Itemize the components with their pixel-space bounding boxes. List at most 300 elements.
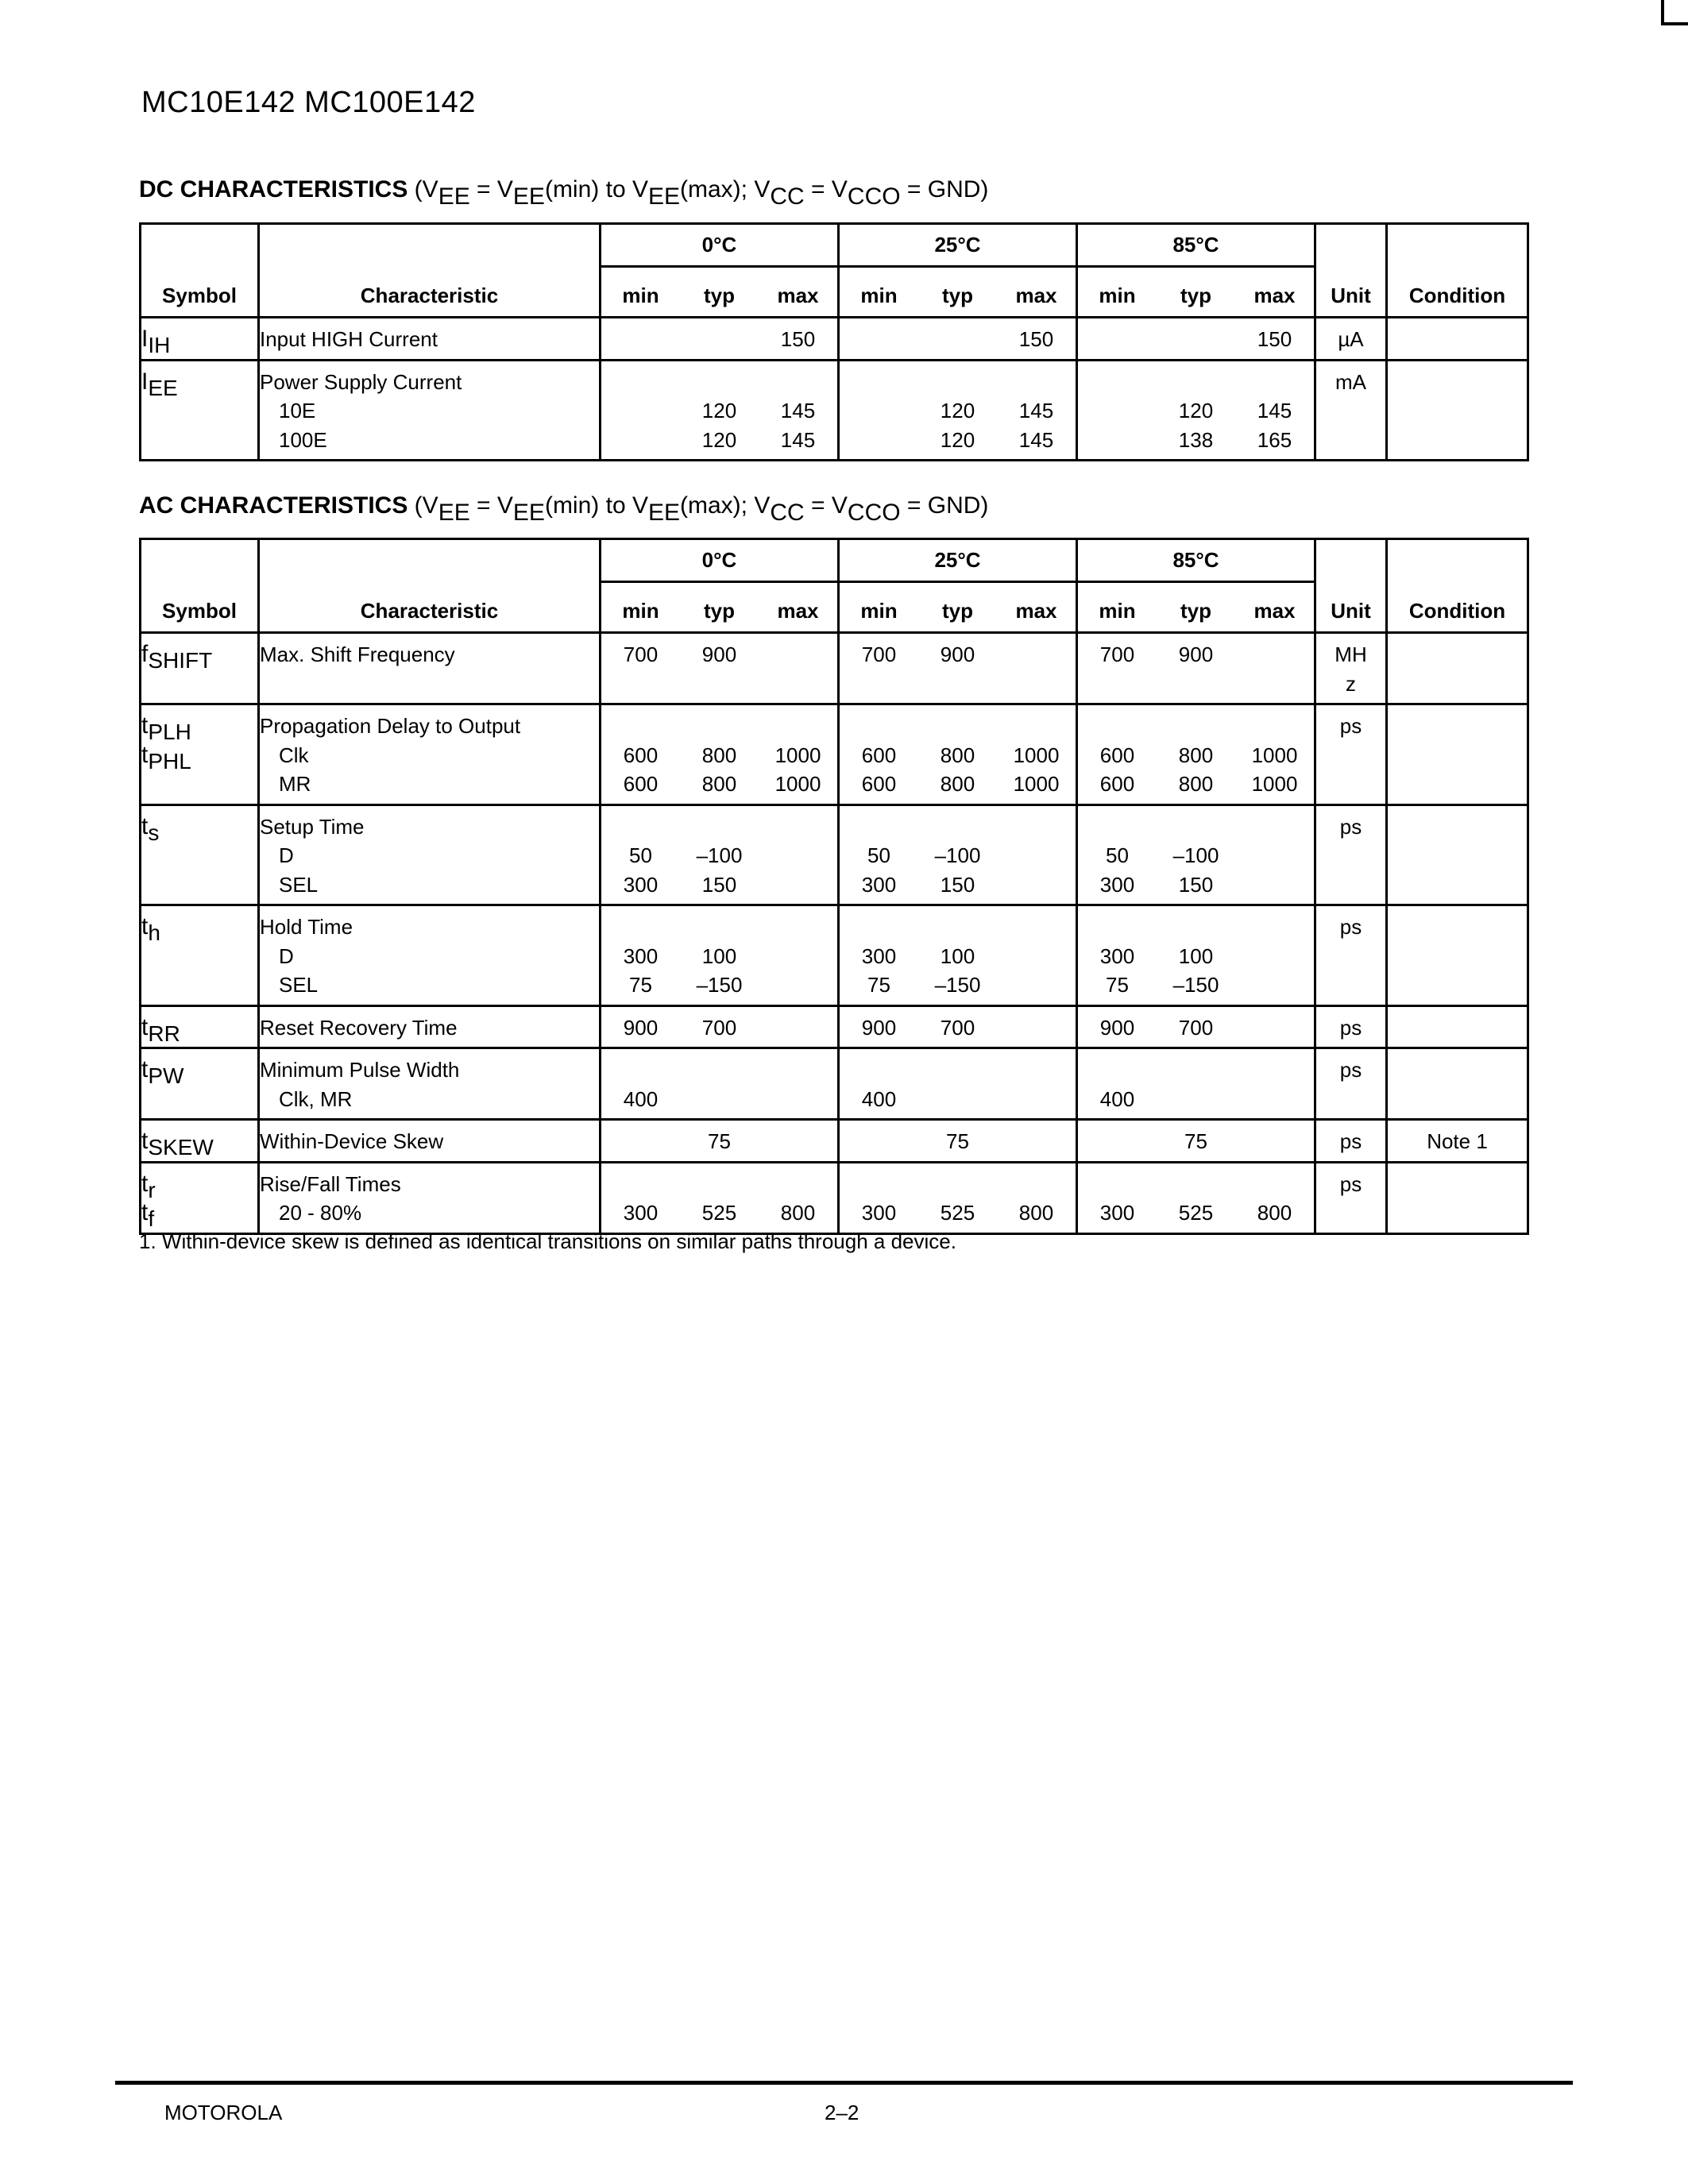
value-typ: 525 xyxy=(940,1201,975,1225)
symbol-subscript: EE xyxy=(148,375,178,400)
symbol-letter: t xyxy=(141,1199,149,1225)
value-max xyxy=(1235,640,1314,669)
characteristic-line: Max. Shift Frequency xyxy=(260,642,455,666)
value-min: 600 xyxy=(861,772,897,796)
characteristic-cell xyxy=(259,1162,601,1233)
value-min xyxy=(601,1055,680,1085)
value-min xyxy=(601,426,680,455)
value-typ xyxy=(680,1170,759,1199)
unit-text: ps xyxy=(1339,814,1362,839)
value-typ: 525 xyxy=(1178,1201,1214,1225)
value-typ xyxy=(918,1170,997,1199)
value-typ xyxy=(918,325,997,354)
characteristic-line: Setup Time xyxy=(260,814,365,839)
header-temp-2: 85°C xyxy=(1077,539,1315,582)
characteristic-line: Clk, MR xyxy=(279,1086,353,1111)
symbol-subscript: SHIFT xyxy=(148,648,213,673)
value-min: 900 xyxy=(861,1015,897,1040)
condition-cell xyxy=(1387,360,1528,461)
value-max: 165 xyxy=(1257,427,1292,452)
table-row xyxy=(141,1162,1528,1233)
header-temp-2: 85°C xyxy=(1077,224,1315,267)
characteristic-cell xyxy=(259,318,601,361)
value-typ: 150 xyxy=(940,872,975,897)
value-min xyxy=(601,396,680,426)
header-max: max xyxy=(777,284,819,307)
value-min xyxy=(601,913,680,942)
value-typ: 100 xyxy=(701,943,737,968)
characteristic-cell xyxy=(259,805,601,905)
value-typ: 150 xyxy=(1178,872,1214,897)
value-min: 600 xyxy=(623,743,659,767)
values-cell-temp-0 xyxy=(601,1162,839,1233)
value-typ: 138 xyxy=(1178,427,1214,452)
value-max xyxy=(997,942,1076,971)
value-max xyxy=(1235,368,1314,397)
value-typ xyxy=(680,812,759,842)
unit-cell xyxy=(1315,1048,1387,1120)
value-typ: 525 xyxy=(701,1201,737,1225)
value-min xyxy=(1078,426,1157,455)
value-min: 600 xyxy=(861,743,897,767)
characteristic-line: 100E xyxy=(279,427,327,452)
values-cell-temp-1 xyxy=(839,633,1077,704)
ac-characteristics-heading: AC CHARACTERISTICS (VEE = VEE(min) to VEE(max); VCC = VCCO = GND) xyxy=(139,492,989,526)
values-cell-temp-2 xyxy=(1077,704,1315,805)
condition-cell xyxy=(1387,633,1528,704)
value-max: 145 xyxy=(780,399,816,423)
symbol-letter: t xyxy=(141,812,149,839)
value-typ: 700 xyxy=(701,1015,737,1040)
characteristic-line: Power Supply Current xyxy=(260,369,462,394)
value-min: 300 xyxy=(623,1201,659,1225)
header-max: max xyxy=(1015,599,1057,623)
value-min: 600 xyxy=(623,772,659,796)
values-cell-temp-0 xyxy=(601,704,839,805)
value-min: 400 xyxy=(623,1086,659,1111)
condition-cell xyxy=(1387,1005,1528,1048)
header-min: min xyxy=(1099,284,1136,307)
value-min: 700 xyxy=(623,642,659,666)
symbol-letter: t xyxy=(141,1013,149,1040)
value-max: 1000 xyxy=(1013,743,1060,767)
condition-cell xyxy=(1387,805,1528,905)
value-min: 300 xyxy=(1099,1201,1135,1225)
values-cell-temp-0 xyxy=(601,1048,839,1120)
value-max xyxy=(997,640,1076,669)
value-min xyxy=(601,812,680,842)
value-max: 150 xyxy=(1257,327,1292,351)
values-cell-temp-1 xyxy=(839,1005,1077,1048)
condition-text xyxy=(1388,325,1527,354)
characteristic-line: SEL xyxy=(279,872,319,897)
value-typ xyxy=(918,712,997,741)
value-max: 150 xyxy=(1018,327,1054,351)
header-temp-0: 0°C xyxy=(601,539,839,582)
symbol-letter: I xyxy=(141,368,149,395)
value-max xyxy=(997,812,1076,842)
dc-heading-bold: DC CHARACTERISTICS xyxy=(139,176,408,203)
symbol-cell xyxy=(141,704,259,805)
header-min: min xyxy=(622,599,659,623)
value-max xyxy=(997,913,1076,942)
unit-text: ps xyxy=(1339,915,1362,939)
value-typ: 900 xyxy=(940,642,975,666)
value-max xyxy=(1235,942,1314,971)
value-max: 145 xyxy=(1018,399,1054,423)
condition-text xyxy=(1388,913,1527,942)
characteristic-line: Rise/Fall Times xyxy=(260,1171,401,1196)
value-min xyxy=(840,712,918,741)
symbol-letter: t xyxy=(141,1170,149,1197)
value-max xyxy=(997,1085,1076,1114)
value-max: 1000 xyxy=(1251,772,1298,796)
ac-heading-bold: AC CHARACTERISTICS xyxy=(139,492,408,519)
value-typ: 700 xyxy=(1178,1015,1214,1040)
value-typ xyxy=(918,1055,997,1085)
table-row xyxy=(141,1120,1528,1163)
value-max xyxy=(1235,1055,1314,1085)
value-max: 800 xyxy=(780,1201,816,1225)
characteristic-cell xyxy=(259,633,601,704)
footnote: 1. Within-device skew is defined as identical transitions on similar paths through a device. xyxy=(139,1229,956,1253)
value-min: 75 xyxy=(867,973,890,997)
value-min: 300 xyxy=(623,872,659,897)
unit-text: ps xyxy=(1339,1058,1362,1082)
header-typ: typ xyxy=(942,284,973,307)
values-cell-temp-1 xyxy=(839,1120,1077,1163)
corner-crop-mark xyxy=(1661,0,1688,25)
symbol-subscript: f xyxy=(148,1206,155,1231)
values-cell-temp-2 xyxy=(1077,1005,1315,1048)
value-max xyxy=(1235,1085,1314,1114)
value-typ: 120 xyxy=(1178,399,1214,423)
header-minmax-2 xyxy=(1077,582,1315,633)
value-min: 700 xyxy=(861,642,897,666)
dc-characteristics-heading: DC CHARACTERISTICS (VEE = VEE(min) to VEE(max); VCC = VCCO = GND) xyxy=(139,176,989,210)
symbol-cell xyxy=(141,805,259,905)
unit-cell xyxy=(1315,360,1387,461)
header-unit: Unit xyxy=(1315,539,1387,633)
values-cell-temp-1 xyxy=(839,360,1077,461)
unit-text: ps xyxy=(1339,1171,1362,1196)
values-cell-temp-2 xyxy=(1077,360,1315,461)
page-number: 2–2 xyxy=(825,2101,859,2124)
symbol-subscript: IH xyxy=(148,333,171,357)
values-cell-temp-0 xyxy=(601,360,839,461)
value-min xyxy=(601,712,680,741)
value-min xyxy=(1078,712,1157,741)
table-row xyxy=(141,633,1528,704)
characteristic-line: Minimum Pulse Width xyxy=(260,1058,460,1082)
condition-cell xyxy=(1387,905,1528,1006)
value-typ xyxy=(680,913,759,942)
value-max: 145 xyxy=(1257,399,1292,423)
symbol-cell xyxy=(141,1162,259,1233)
unit-cell xyxy=(1315,1162,1387,1233)
value-max xyxy=(997,1055,1076,1085)
header-symbol: Symbol xyxy=(141,224,259,318)
value-max xyxy=(759,640,837,669)
value-min: 300 xyxy=(861,943,897,968)
values-cell-temp-1 xyxy=(839,704,1077,805)
table-row xyxy=(141,1005,1528,1048)
header-max: max xyxy=(1253,599,1296,623)
header-max: max xyxy=(1015,284,1057,307)
table-row xyxy=(141,318,1528,361)
ac-characteristics-table xyxy=(139,538,1529,1235)
value-typ: 75 xyxy=(946,1129,969,1153)
value-max xyxy=(759,1170,837,1199)
value-max xyxy=(1235,913,1314,942)
value-min xyxy=(1078,368,1157,397)
value-typ: –100 xyxy=(1172,843,1219,867)
characteristic-cell xyxy=(259,360,601,461)
characteristic-cell xyxy=(259,1048,601,1120)
values-cell-temp-0 xyxy=(601,1005,839,1048)
value-typ: –150 xyxy=(696,973,743,997)
value-typ xyxy=(1157,1170,1235,1199)
value-max xyxy=(759,712,837,741)
symbol-cell xyxy=(141,1005,259,1048)
header-max: max xyxy=(777,599,819,623)
unit-text: µA xyxy=(1338,327,1364,351)
value-min xyxy=(840,1127,918,1156)
value-min: 300 xyxy=(1099,943,1135,968)
header-symbol: Symbol xyxy=(141,539,259,633)
value-min xyxy=(840,1055,918,1085)
table-row xyxy=(141,704,1528,805)
value-typ xyxy=(1157,812,1235,842)
symbol-cell xyxy=(141,633,259,704)
value-typ xyxy=(1157,325,1235,354)
values-cell-temp-1 xyxy=(839,805,1077,905)
header-min: min xyxy=(1099,599,1136,623)
unit-cell xyxy=(1315,1120,1387,1163)
condition-text xyxy=(1388,640,1527,669)
characteristic-line: 20 - 80% xyxy=(279,1201,362,1225)
characteristic-line: SEL xyxy=(279,973,319,997)
value-min: 300 xyxy=(623,943,659,968)
symbol-cell xyxy=(141,905,259,1006)
value-min: 50 xyxy=(629,843,652,867)
value-max xyxy=(1235,1170,1314,1199)
header-unit: Unit xyxy=(1315,224,1387,318)
value-typ: 800 xyxy=(701,743,737,767)
symbol-subscript: s xyxy=(148,820,160,845)
value-typ: 800 xyxy=(940,743,975,767)
symbol-letter: t xyxy=(141,712,149,739)
value-typ: 75 xyxy=(708,1129,731,1153)
symbol-subscript: PW xyxy=(148,1063,184,1088)
header-minmax-1 xyxy=(839,582,1077,633)
header-typ: typ xyxy=(704,599,735,623)
value-max xyxy=(759,870,837,900)
value-typ: 900 xyxy=(1178,642,1214,666)
value-typ: 150 xyxy=(701,872,737,897)
table-row xyxy=(141,905,1528,1006)
values-cell-temp-1 xyxy=(839,1162,1077,1233)
header-temp-0: 0°C xyxy=(601,224,839,267)
value-min: 900 xyxy=(623,1015,659,1040)
header-typ: typ xyxy=(1180,599,1211,623)
footer-rule xyxy=(115,2081,1573,2085)
value-max xyxy=(759,970,837,1000)
value-typ: 800 xyxy=(1178,772,1214,796)
header-min: min xyxy=(860,284,898,307)
header-characteristic: Characteristic xyxy=(259,539,601,633)
symbol-cell xyxy=(141,1120,259,1163)
value-max xyxy=(759,812,837,842)
values-cell-temp-2 xyxy=(1077,1120,1315,1163)
characteristic-line: Within-Device Skew xyxy=(260,1129,444,1153)
header-minmax-0 xyxy=(601,582,839,633)
condition-cell xyxy=(1387,1162,1528,1233)
value-typ: 100 xyxy=(1178,943,1214,968)
value-max xyxy=(1235,1127,1314,1156)
symbol-cell xyxy=(141,360,259,461)
symbol-subscript: PHL xyxy=(148,748,191,774)
value-max xyxy=(997,368,1076,397)
values-cell-temp-0 xyxy=(601,318,839,361)
header-characteristic: Characteristic xyxy=(259,224,601,318)
characteristic-cell xyxy=(259,704,601,805)
header-min: min xyxy=(622,284,659,307)
value-typ xyxy=(1157,913,1235,942)
condition-text xyxy=(1388,712,1527,741)
value-min xyxy=(840,396,918,426)
value-min xyxy=(840,325,918,354)
symbol-letter: t xyxy=(141,1128,149,1154)
value-min: 600 xyxy=(1099,743,1135,767)
symbol-letter: t xyxy=(141,1056,149,1082)
symbol-cell xyxy=(141,1048,259,1120)
unit-cell xyxy=(1315,805,1387,905)
header-min: min xyxy=(860,599,898,623)
condition-cell xyxy=(1387,318,1528,361)
value-min: 50 xyxy=(1106,843,1129,867)
value-max xyxy=(1235,712,1314,741)
value-typ xyxy=(680,1055,759,1085)
symbol-subscript: r xyxy=(148,1177,156,1202)
value-min: 300 xyxy=(861,1201,897,1225)
value-max xyxy=(759,913,837,942)
value-min: 600 xyxy=(1099,772,1135,796)
value-min xyxy=(601,325,680,354)
characteristic-cell xyxy=(259,905,601,1006)
symbol-letter: t xyxy=(141,741,149,768)
value-min: 300 xyxy=(861,872,897,897)
unit-text: ps xyxy=(1339,714,1362,738)
values-cell-temp-2 xyxy=(1077,805,1315,905)
unit-text: MH xyxy=(1335,642,1367,666)
header-typ: typ xyxy=(1180,284,1211,307)
value-min xyxy=(601,1170,680,1199)
value-typ: 75 xyxy=(1184,1129,1207,1153)
unit-cell xyxy=(1315,704,1387,805)
value-typ: 120 xyxy=(701,427,737,452)
value-max xyxy=(759,841,837,870)
unit-cell xyxy=(1315,633,1387,704)
value-typ: 900 xyxy=(701,642,737,666)
value-min: 50 xyxy=(867,843,890,867)
value-typ xyxy=(918,1085,997,1114)
header-minmax-2 xyxy=(1077,267,1315,318)
value-min xyxy=(601,1127,680,1156)
table-row xyxy=(141,1048,1528,1120)
dc-characteristics-table xyxy=(139,222,1529,461)
value-max xyxy=(997,841,1076,870)
characteristic-line: Hold Time xyxy=(260,915,353,939)
value-max: 1000 xyxy=(1013,772,1060,796)
unit-cell xyxy=(1315,1005,1387,1048)
values-cell-temp-2 xyxy=(1077,1048,1315,1120)
value-typ: 120 xyxy=(940,427,975,452)
value-min xyxy=(1078,913,1157,942)
values-cell-temp-0 xyxy=(601,805,839,905)
value-max: 150 xyxy=(780,327,816,351)
value-typ: –150 xyxy=(1172,973,1219,997)
value-typ xyxy=(680,368,759,397)
value-max xyxy=(759,1127,837,1156)
value-min xyxy=(840,812,918,842)
symbol-letter: t xyxy=(141,913,149,940)
condition-text xyxy=(1388,1170,1527,1199)
unit-text: mA xyxy=(1335,369,1366,394)
value-max: 145 xyxy=(1018,427,1054,452)
value-min xyxy=(840,913,918,942)
symbol-subscript: RR xyxy=(148,1021,180,1046)
header-condition: Condition xyxy=(1387,224,1528,318)
condition-text xyxy=(1388,812,1527,842)
value-max: 1000 xyxy=(1251,743,1298,767)
symbol-letter: I xyxy=(141,326,149,352)
value-max xyxy=(997,870,1076,900)
characteristic-line: D xyxy=(279,943,294,968)
characteristic-line: MR xyxy=(279,772,311,796)
value-min xyxy=(1078,812,1157,842)
value-max: 800 xyxy=(1018,1201,1054,1225)
footer-brand: MOTOROLA xyxy=(164,2101,283,2124)
value-min xyxy=(1078,1055,1157,1085)
unit-text: z xyxy=(1346,671,1356,696)
header-minmax-1 xyxy=(839,267,1077,318)
value-max xyxy=(997,1127,1076,1156)
condition-cell xyxy=(1387,1120,1528,1163)
value-min: 400 xyxy=(861,1086,897,1111)
value-typ xyxy=(680,325,759,354)
condition-text xyxy=(1388,1055,1527,1085)
values-cell-temp-0 xyxy=(601,633,839,704)
value-typ xyxy=(1157,1055,1235,1085)
value-typ xyxy=(918,812,997,842)
header-max: max xyxy=(1253,284,1296,307)
values-cell-temp-2 xyxy=(1077,1162,1315,1233)
values-cell-temp-2 xyxy=(1077,905,1315,1006)
value-max xyxy=(759,1085,837,1114)
value-typ xyxy=(1157,1085,1235,1114)
value-min: 75 xyxy=(1106,973,1129,997)
value-max xyxy=(997,1013,1076,1043)
value-typ xyxy=(918,368,997,397)
unit-cell xyxy=(1315,318,1387,361)
values-cell-temp-0 xyxy=(601,905,839,1006)
unit-text: ps xyxy=(1339,1129,1362,1153)
value-max xyxy=(759,1013,837,1043)
value-max xyxy=(1235,841,1314,870)
value-max xyxy=(997,712,1076,741)
unit-cell xyxy=(1315,905,1387,1006)
